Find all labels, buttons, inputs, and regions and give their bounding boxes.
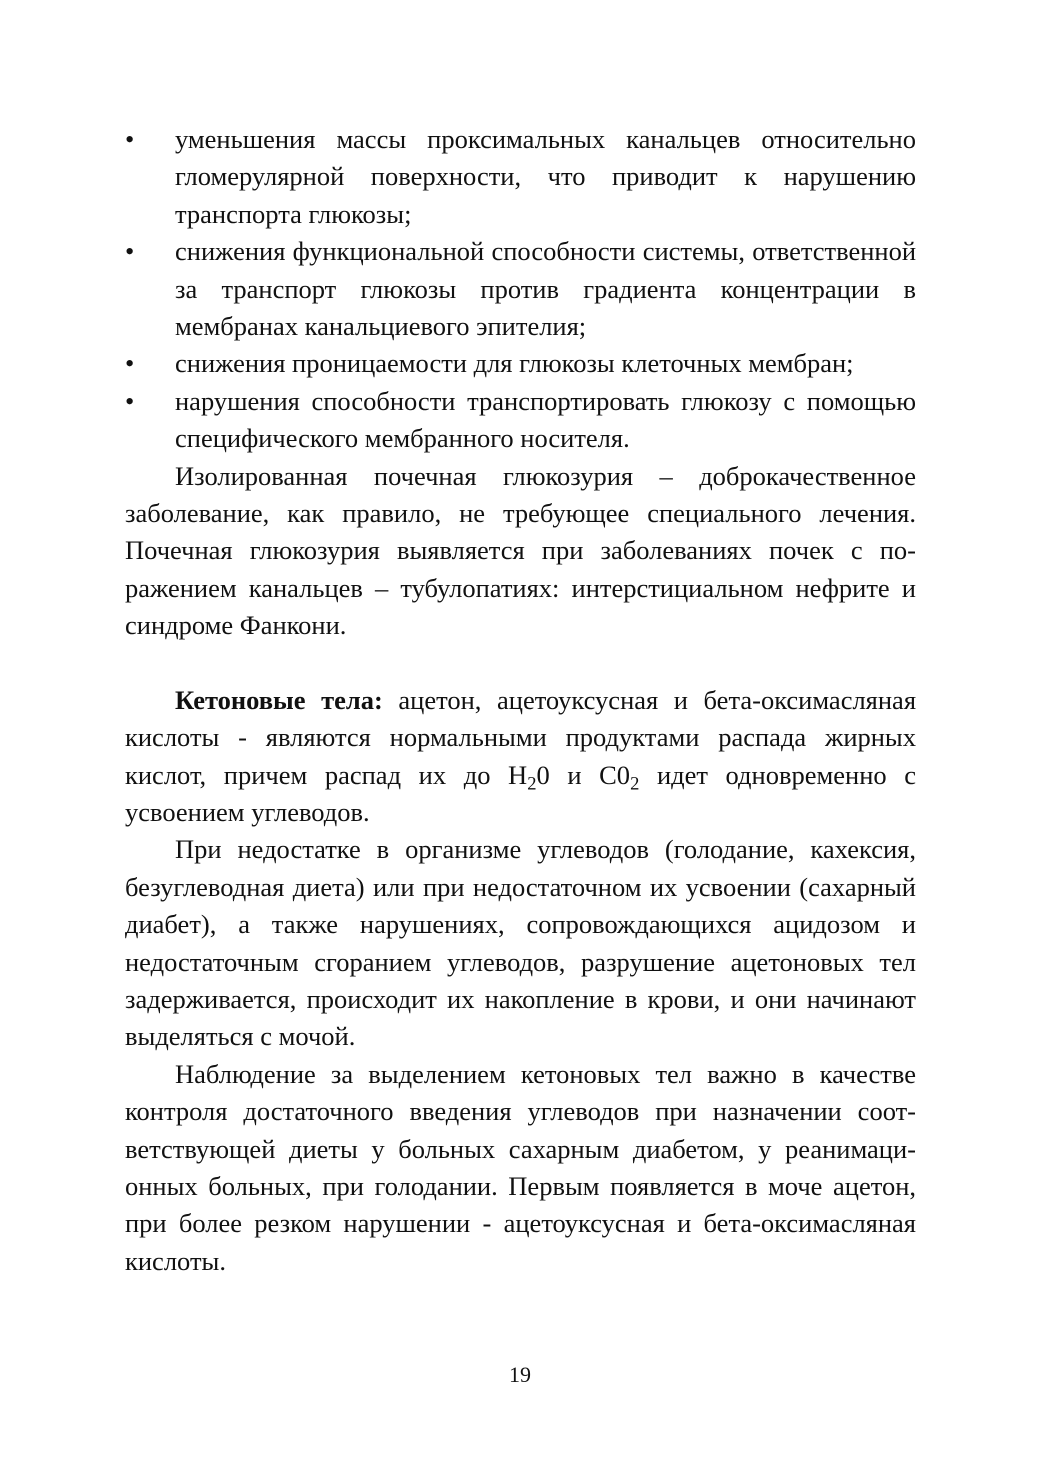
page-body <box>125 121 916 1280</box>
page-number: 19 <box>509 1362 531 1387</box>
bullet-text: нарушения способности транспортировать глюкозу с помощью специфического мембранного носителя. <box>175 385 916 454</box>
list-item <box>125 345 916 382</box>
list-item <box>125 383 916 458</box>
bullet-mark: • <box>125 236 135 267</box>
paragraph-glucosuria: Изолированная почечная глюкозурия – доброкачественное заболевание, как правило, не требующее специального лечения. Почечная глюкозурия выявляется при заболеваниях почек с поражением канальцев – тубулопатиях: интерстициальном нефрите и синдроме Фанкони. <box>125 460 916 641</box>
ketone-sub-2: 2 <box>630 773 640 795</box>
list-item <box>125 233 916 345</box>
ketone-heading: Кетоновые тела: <box>175 684 383 715</box>
ketone-sub-1: 2 <box>527 773 537 795</box>
bullet-text: уменьшения массы проксимальных канальцев относительно гломерулярной поверхности, что приводит к нарушению транспорта глюкозы; <box>175 124 916 229</box>
bullet-list <box>125 121 916 458</box>
ketone-text-3: идет одновременно с усвоением углеводов. <box>125 759 917 827</box>
bullet-mark: • <box>125 124 135 154</box>
bullet-text: снижения функциональной способности системы, ответственной за транспорт глюкозы против градиента концентрации в мембранах канальциевого эпителия; <box>175 236 916 342</box>
bullet-mark: • <box>125 348 135 379</box>
bullet-mark: • <box>125 385 135 416</box>
paragraph-ketone-bodies <box>125 682 916 832</box>
ketone-text-2: 0 и С0 <box>536 759 631 790</box>
paragraph-monitoring: Наблюдение за выделением кетоновых тел важно в качестве контроля достаточного введения углеводов при назначении соответствующей диеты у больных сахарным диабетом, у реанимационных больных, при голодании. Первым появляется в моче ацетон, при более резком нарушении - ацетоуксусная и бета-оксимасляная кислоты. <box>125 1058 916 1276</box>
bullet-text: снижения проницаемости для глюкозы клеточных мембран; <box>175 348 854 379</box>
paragraph-deficiency: При недостатке в организме углеводов (голодание, кахексия, безуглеводная диета) или при недостаточном их усвоении (сахарный диабет), а также нарушениях, сопровождающихся ацидозом и недостаточным сгоранием углеводов, разрушение ацетоновых тел задерживается, происходит их накопление в крови, и они начинают выделяться с мочой. <box>125 834 916 1052</box>
section-gap <box>125 645 916 682</box>
list-item <box>125 121 916 233</box>
ketone-text-1: ацетон, ацетоуксусная и бета-оксимасляная кислоты - являются нормальными продуктами распада жирных кислот, причем распад их до Н <box>125 684 917 790</box>
